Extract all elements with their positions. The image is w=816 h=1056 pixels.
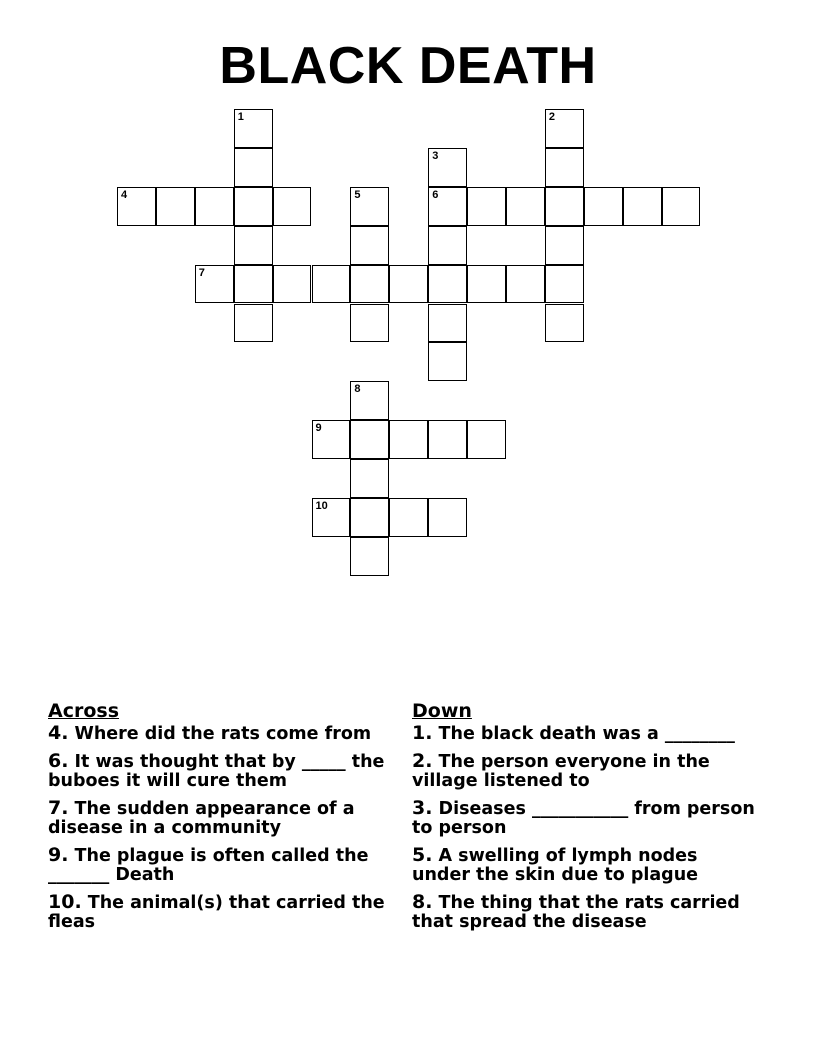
crossword-cell [312,265,351,304]
clue-across-7 [48,796,393,839]
cell-number: 1 [237,111,244,123]
across-heading: Across [48,700,120,722]
clue-across-10 [48,890,393,933]
crossword-cell [662,187,701,226]
crossword-cell [506,265,545,304]
cell-number: 4 [121,188,128,201]
crossword-cell [428,187,467,226]
crossword-cell [156,187,195,226]
clue-text: The person everyone in the village listened to [412,751,710,791]
crossword-cell [350,304,389,343]
crossword-cell [350,459,389,498]
cell-number: 2 [548,111,556,123]
crossword-cell [312,420,351,459]
crossword-cell [545,187,584,226]
crossword-cell [350,420,389,459]
crossword-cell [428,342,467,381]
clue-across-4 [48,724,393,745]
clue-text: The animal(s) that carried the fleas [48,892,385,932]
crossword-cell [428,304,467,343]
crossword-cell [428,498,467,537]
crossword-cell [350,537,389,576]
clue-across-9 [48,843,393,886]
clue-text: Diseases ___________ from person to person [412,798,755,838]
crossword-cell [195,187,234,226]
clue-number: 2. [412,749,433,772]
crossword-cell [350,187,389,226]
crossword-cell [545,109,584,148]
clue-number: 5. [412,843,433,866]
across-clues [48,700,393,940]
crossword-cell [234,226,273,265]
clue-down-1 [412,724,757,745]
crossword-cell [312,498,351,537]
clue-text: The thing that the rats carried that spread the disease [412,892,740,932]
crossword-cell [195,265,234,304]
cell-number: 9 [315,422,322,435]
crossword-cell [234,304,273,343]
crossword-cell [273,187,312,226]
cell-number: 10 [315,500,328,512]
crossword-cell [545,304,584,343]
clue-number: 8. [412,890,433,913]
crossword-cell [350,226,389,265]
cell-number: 7 [198,266,205,279]
clue-text: It was thought that by _____ the buboes it will cure them [48,751,385,791]
cell-number: 5 [354,188,361,201]
crossword-cell [467,187,506,226]
crossword-cell [584,187,623,226]
crossword-cell [623,187,662,226]
crossword-cell [428,420,467,459]
clue-number: 6. [48,749,69,772]
clue-across-6 [48,749,393,792]
crossword-cell [234,148,273,187]
crossword-cell [234,109,273,148]
crossword-cell [467,420,506,459]
clue-down-3 [412,796,757,839]
down-clues [412,700,757,940]
crossword-cell [428,148,467,187]
crossword-cell [234,187,273,226]
clue-text: A swelling of lymph nodes under the skin due to plague [412,845,699,885]
clue-text: The sudden appearance of a disease in a community [48,798,355,838]
clue-number: 9. [48,843,69,866]
crossword-cell [545,148,584,187]
clue-text: The plague is often called the _______ Death [48,845,369,885]
clue-text: The black death was a ________ [438,724,735,744]
crossword-cell [506,187,545,226]
crossword-cell [428,226,467,265]
crossword-cell [545,226,584,265]
clue-number: 7. [48,796,69,819]
crossword-cell [273,265,312,304]
cell-number: 8 [354,383,361,396]
down-heading: Down [412,700,472,722]
clue-down-5 [412,843,757,886]
crossword-cell [389,498,428,537]
crossword-cell [428,265,467,304]
crossword-cell [389,265,428,304]
crossword-cell [389,420,428,459]
clue-down-2 [412,749,757,792]
clue-text: Where did the rats come from [74,724,372,744]
crossword-cell [545,265,584,304]
page-title: BLACK DEATH [219,37,597,95]
crossword-cell [467,265,506,304]
clue-number: 3. [412,796,433,819]
clue-number: 10. [48,890,82,913]
crossword-cell [350,498,389,537]
crossword-cell [350,381,389,420]
clue-number: 4. [48,722,69,744]
cell-number: 6 [432,188,439,201]
cell-number: 3 [432,149,439,162]
clue-number: 1. [412,722,433,744]
clue-down-8 [412,890,757,933]
crossword-cell [117,187,156,226]
crossword-cell [234,265,273,304]
crossword-cell [350,265,389,304]
